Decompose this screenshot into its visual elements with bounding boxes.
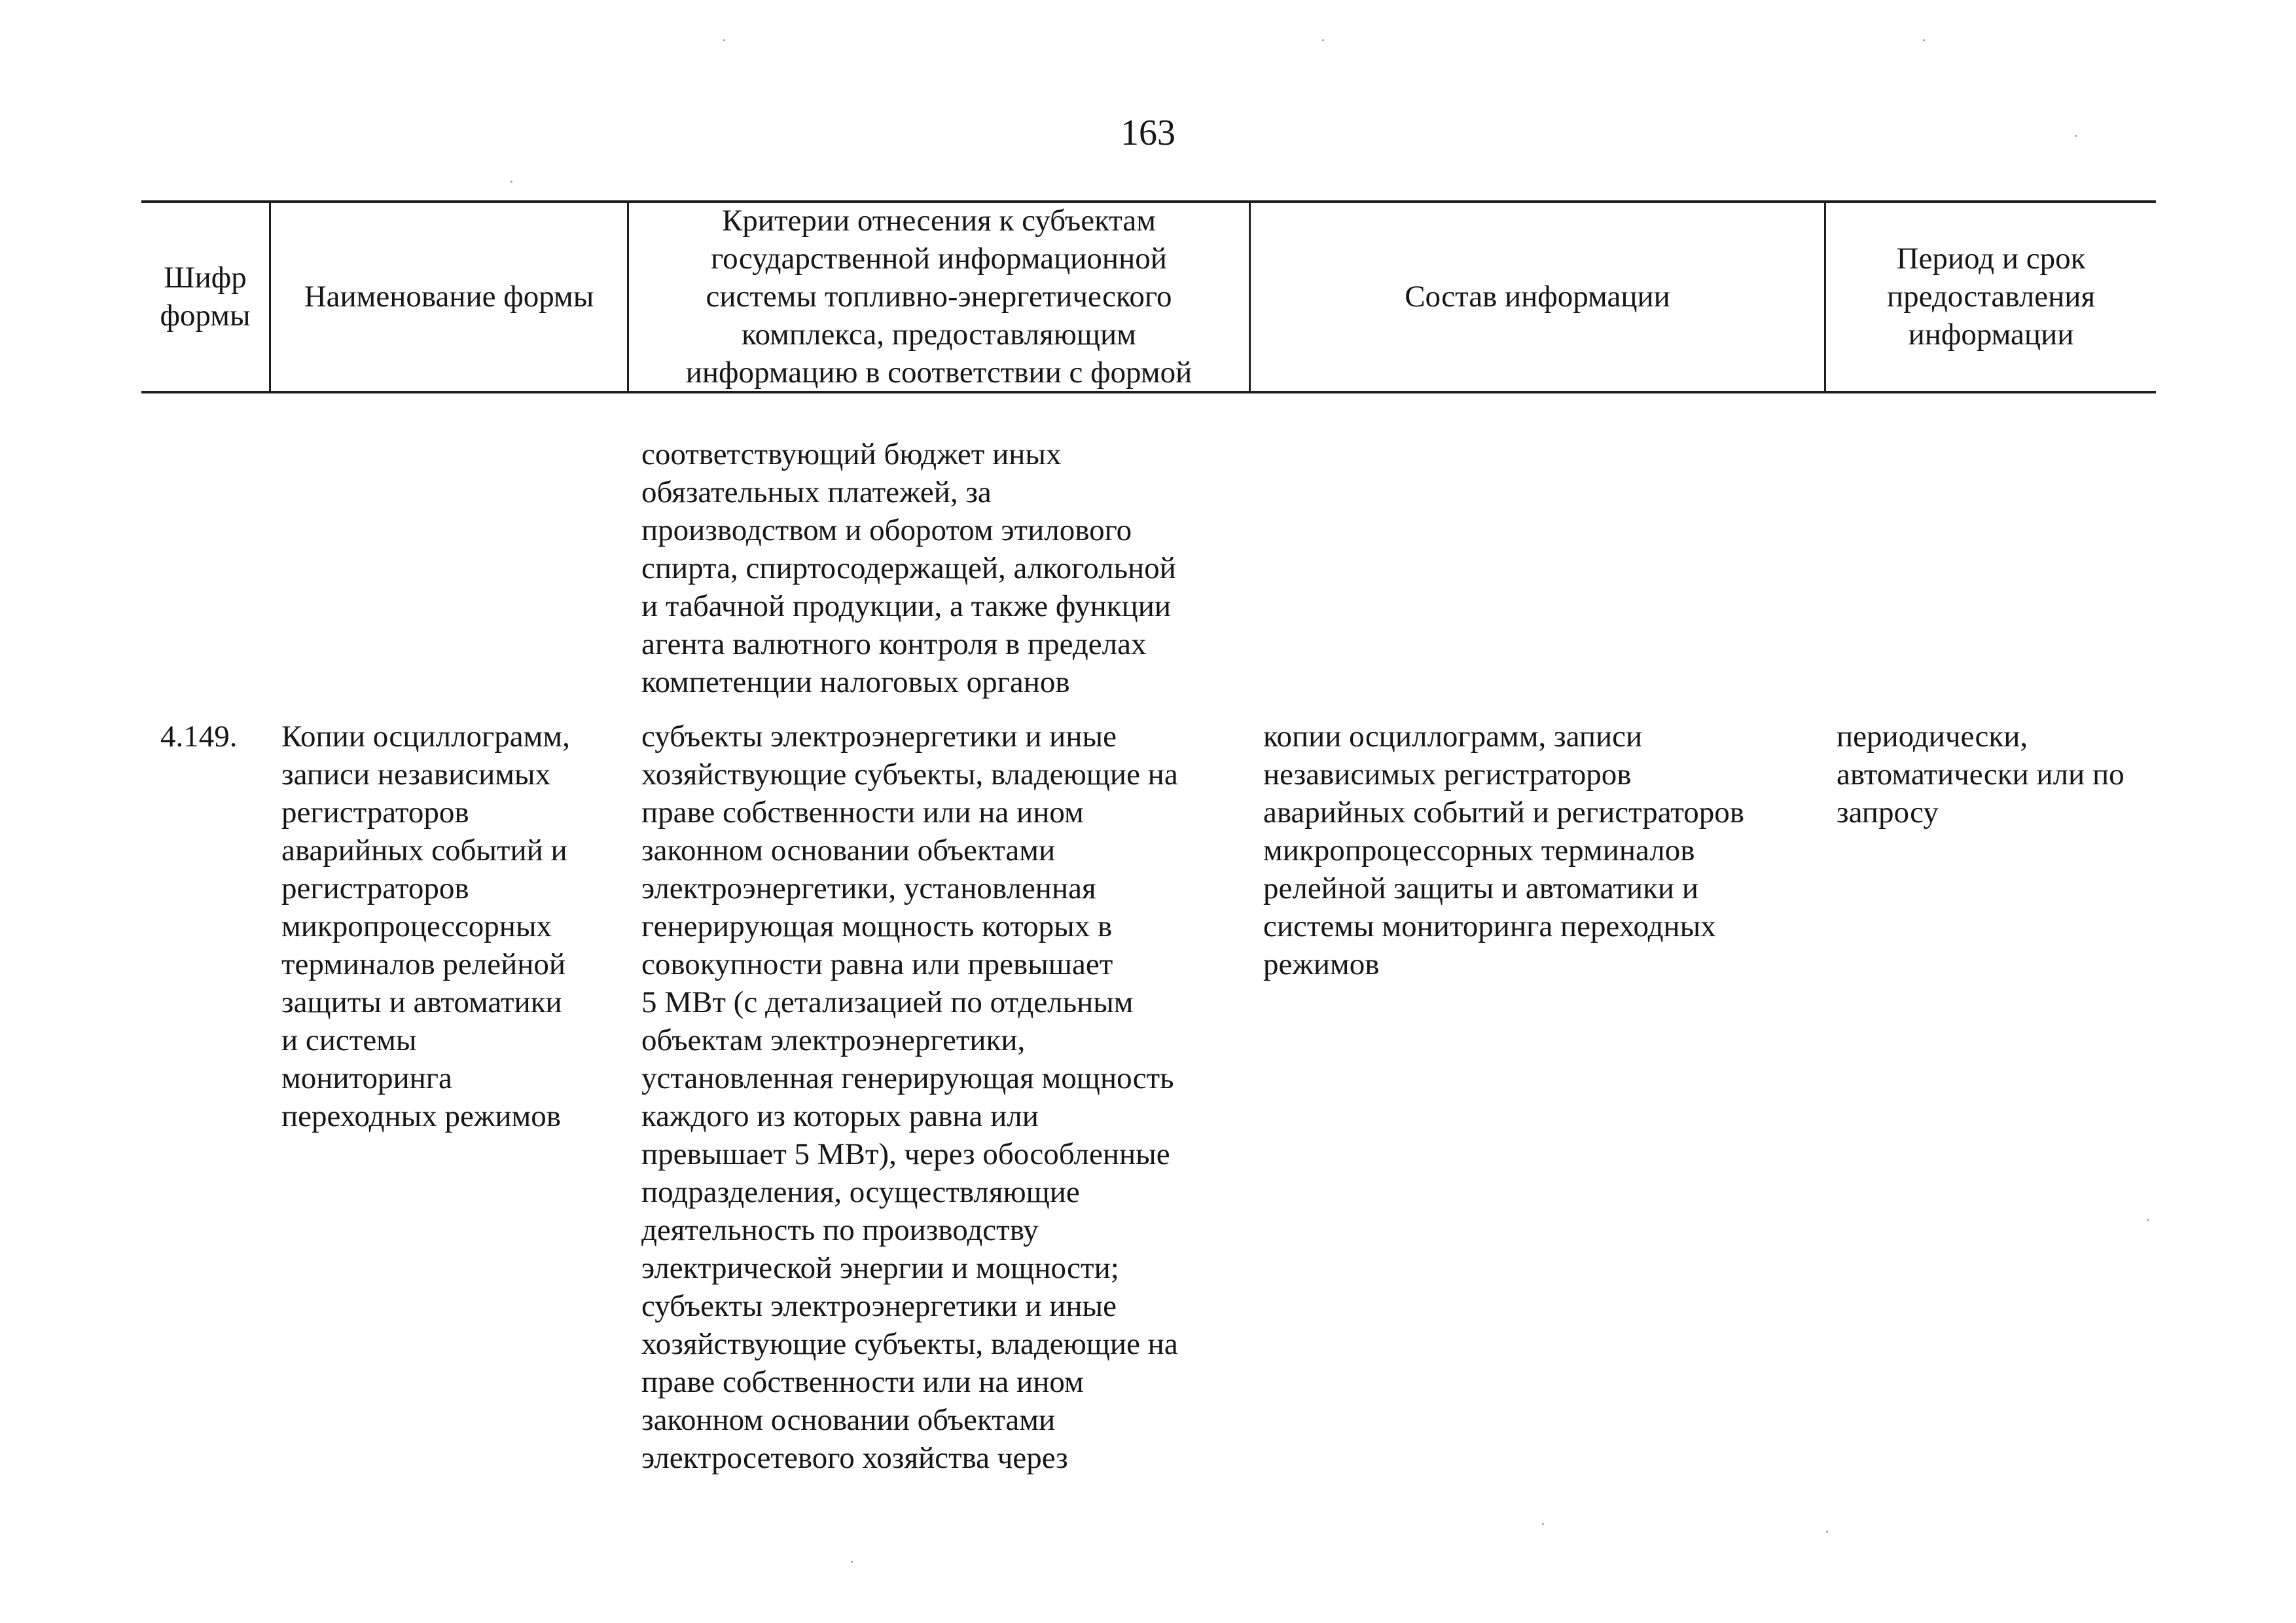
row-criteria-line: субъекты электроэнергетики и иные: [641, 720, 1117, 754]
row-name-line: терминалов релейной: [281, 947, 566, 981]
row-content-line: копии осциллограмм, записи: [1263, 720, 1643, 754]
header-criteria-line: государственной информационной: [711, 241, 1167, 276]
row-name-line: аварийных событий и: [281, 833, 567, 867]
row-content-line: независимых регистраторов: [1263, 757, 1632, 792]
row-criteria-line: законном основании объектами: [641, 833, 1056, 867]
row-criteria-line: подразделения, осуществляющие: [641, 1175, 1080, 1209]
row-criteria-line: электроэнергетики, установленная: [641, 871, 1096, 905]
header-period-line: предоставления: [1886, 279, 2096, 314]
row-period-line: запросу: [1837, 795, 1939, 830]
row-name-line: Копии осциллограмм,: [281, 720, 570, 754]
row-code-text: 4.149.: [160, 720, 238, 754]
row-name-line: микропроцессорных: [281, 909, 552, 943]
row-name-line: переходных режимов: [281, 1099, 561, 1133]
row-name-line: мониторинга: [281, 1061, 452, 1095]
scan-speck: [2075, 135, 2077, 137]
continuation-criteria-line: обязательных платежей, за: [641, 475, 992, 509]
continuation-criteria-text: [641, 435, 1176, 701]
header-name-cell: [271, 202, 627, 391]
row-period-text: [1837, 718, 2125, 831]
row-criteria-line: генерирующая мощность которых в: [641, 909, 1113, 943]
continuation-criteria-line: и табачной продукции, а также функции: [641, 589, 1172, 623]
row-content-line: микропроцессорных терминалов: [1263, 833, 1695, 867]
page-number: 163: [1121, 113, 1175, 153]
row-criteria-line: субъекты электроэнергетики и иные: [641, 1289, 1117, 1323]
row-criteria-line: хозяйствующие субъекты, владеющие на: [641, 757, 1178, 792]
header-period-line: информации: [1908, 317, 2074, 352]
row-criteria-line: установленная генерирующая мощность: [641, 1061, 1174, 1095]
row-criteria-line: 5 МВт (с детализацией по отдельным: [641, 985, 1134, 1019]
header-code-line: Шифр: [164, 260, 247, 295]
scan-speck: [851, 1561, 853, 1563]
header-period-cell: [1826, 202, 2156, 391]
row-criteria-line: совокупности равна или превышает: [641, 947, 1113, 981]
row-criteria-line: объектам электроэнергетики,: [641, 1023, 1026, 1057]
scan-speck: [511, 181, 512, 183]
continuation-criteria-line: спирта, спиртосодержащей, алкогольной: [641, 551, 1176, 585]
row-criteria-line: превышает 5 МВт), через обособленные: [641, 1137, 1170, 1171]
continuation-criteria-line: компетенции налоговых органов: [641, 665, 1070, 699]
scan-speck: [1826, 1531, 1828, 1533]
row-content-line: режимов: [1263, 947, 1380, 981]
header-criteria-line: комплекса, предоставляющим: [742, 317, 1136, 352]
row-name-line: записи независимых: [281, 757, 551, 792]
header-criteria-line: информацию в соответствии с формой: [685, 355, 1193, 390]
row-name-text: [281, 718, 570, 1135]
table-header-bottom-rule: [141, 391, 2156, 393]
row-period-line: периодически,: [1837, 720, 2028, 754]
header-content-label: Состав информации: [1405, 279, 1670, 314]
row-period-line: автоматически или по: [1837, 757, 2125, 792]
continuation-criteria-line: агента валютного контроля в пределах: [641, 627, 1147, 661]
row-criteria-line: каждого из которых равна или: [641, 1099, 1039, 1133]
row-criteria-line: законном основании объектами: [641, 1403, 1056, 1437]
scan-speck: [1322, 39, 1324, 41]
row-criteria-line: деятельность по производству: [641, 1213, 1039, 1247]
scan-speck: [723, 39, 725, 41]
header-criteria-cell: [629, 202, 1249, 391]
row-content-line: аварийных событий и регистраторов: [1263, 795, 1744, 830]
header-name-label: Наименование формы: [304, 279, 594, 314]
continuation-criteria-line: соответствующий бюджет иных: [641, 437, 1062, 471]
header-content-cell: [1251, 202, 1824, 391]
row-criteria-line: электрической энергии и мощности;: [641, 1251, 1119, 1285]
row-name-line: защиты и автоматики: [281, 985, 562, 1019]
row-criteria-line: электросетевого хозяйства через: [641, 1441, 1068, 1475]
header-criteria-line: системы топливно-энергетического: [706, 279, 1172, 314]
row-name-line: и системы: [281, 1023, 417, 1057]
row-content-line: релейной защиты и автоматики и: [1263, 871, 1698, 905]
row-name-line: регистраторов: [281, 795, 469, 830]
scan-speck: [1923, 39, 1925, 41]
row-criteria-line: хозяйствующие субъекты, владеющие на: [641, 1327, 1178, 1361]
row-name-line: регистраторов: [281, 871, 469, 905]
row-content-line: системы мониторинга переходных: [1263, 909, 1716, 943]
row-criteria-text: [641, 718, 1178, 1477]
scan-speck: [1542, 1523, 1544, 1525]
header-criteria-line: Критерии отнесения к субъектам: [721, 203, 1157, 238]
header-period-line: Период и срок: [1896, 241, 2086, 276]
header-code-line: формы: [160, 298, 251, 333]
scan-speck: [2147, 1219, 2149, 1221]
row-criteria-line: праве собственности или на ином: [641, 795, 1084, 830]
header-code-cell: [141, 202, 269, 391]
row-code: [160, 718, 238, 756]
row-content-text: [1263, 718, 1744, 983]
continuation-criteria-line: производством и оборотом этилового: [641, 513, 1132, 547]
row-criteria-line: праве собственности или на ином: [641, 1365, 1084, 1399]
